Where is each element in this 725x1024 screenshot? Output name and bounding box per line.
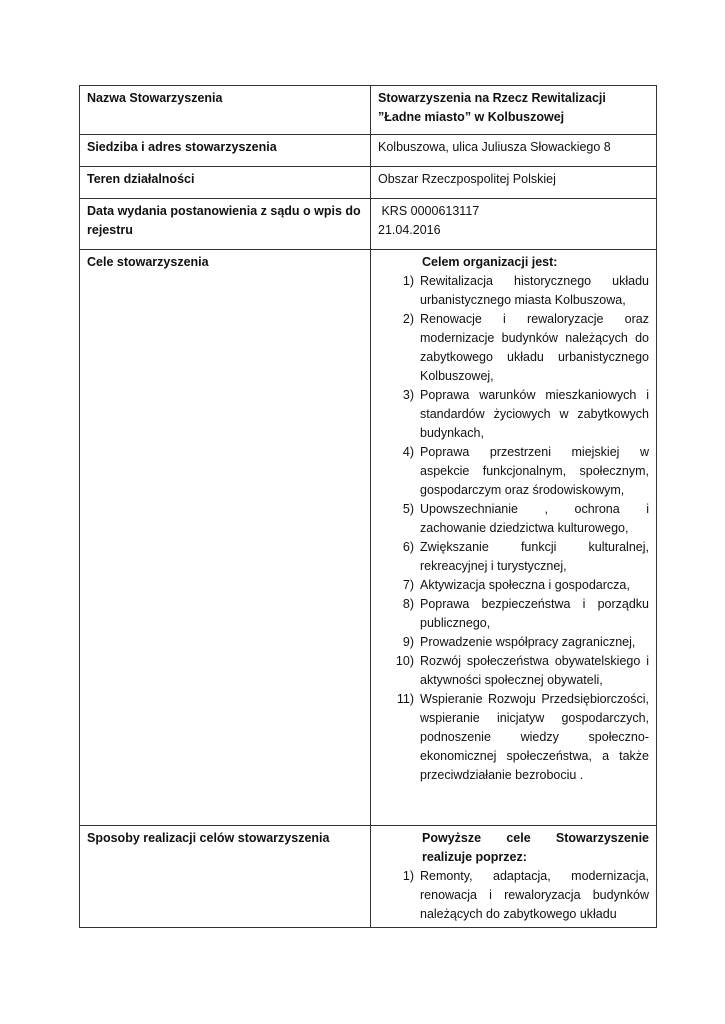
list-item-text: Zwiększanie funkcji kulturalnej, rekreacyjnej i turystycznej, — [420, 540, 649, 573]
table-row — [80, 250, 657, 826]
list-item — [378, 576, 649, 595]
area-label: Teren działalności — [80, 167, 371, 199]
list-item-number: 1) — [402, 274, 414, 288]
name-value: Stowarzyszenia na Rzecz Rewitalizacji ”Ładne miasto” w Kolbuszowej — [371, 86, 657, 135]
list-item — [378, 386, 649, 443]
list-item-number: 1) — [402, 869, 414, 883]
list-item — [378, 538, 649, 576]
list-item — [378, 443, 649, 500]
list-item — [378, 690, 649, 785]
registration-label: Data wydania postanowienia z sądu o wpis do rejestru — [80, 199, 371, 250]
methods-value — [371, 826, 657, 928]
seat-value: Kolbuszowa, ulica Juliusza Słowackiego 8 — [371, 135, 657, 167]
list-item — [378, 272, 649, 310]
list-item — [378, 310, 649, 386]
list-item-number: 7) — [402, 578, 414, 592]
list-item-number: 10) — [395, 654, 414, 668]
list-item — [378, 652, 649, 690]
list-item-text: Wspieranie Rozwoju Przedsiębiorczości, wspieranie inicjatyw gospodarczych, podnoszenie wiedzy społeczno-ekonomicznej społeczeństwa, a także przeciwdziałanie bezrobociu . — [420, 692, 649, 782]
list-item-number: 11) — [396, 692, 414, 706]
methods-label: Sposoby realizacji celów stowarzyszenia — [80, 826, 371, 928]
list-item-number: 8) — [402, 597, 414, 611]
name-label: Nazwa Stowarzyszenia — [80, 86, 371, 135]
list-item-number: 2) — [402, 312, 414, 326]
goals-value — [371, 250, 657, 826]
table-row — [80, 826, 657, 928]
area-value: Obszar Rzeczpospolitej Polskiej — [371, 167, 657, 199]
goals-heading: Celem organizacji jest: — [422, 255, 558, 269]
list-item-number: 6) — [402, 540, 414, 554]
list-item-text: Poprawa przestrzeni miejskiej w aspekcie funkcjonalnym, społecznym, gospodarczym oraz środowiskowym, — [420, 445, 649, 497]
krs-number: KRS 0000613117 — [378, 204, 480, 218]
list-item-number: 3) — [402, 388, 414, 402]
list-item — [378, 500, 649, 538]
list-item-text: Poprawa warunków mieszkaniowych i standardów życiowych w zabytkowych budynkach, — [420, 388, 649, 440]
list-item-number: 9) — [402, 635, 414, 649]
list-item-text: Aktywizacja społeczna i gospodarcza, — [420, 578, 630, 592]
list-item-text: Rewitalizacja historycznego układu urbanistycznego miasta Kolbuszowa, — [420, 274, 649, 307]
table-row — [80, 86, 657, 135]
table-row — [80, 167, 657, 199]
methods-list — [378, 867, 649, 924]
table-row — [80, 135, 657, 167]
list-item-text: Prowadzenie współpracy zagranicznej, — [420, 635, 636, 649]
registration-value — [371, 199, 657, 250]
list-item-number: 5) — [402, 502, 414, 516]
list-item — [378, 633, 649, 652]
registration-date: 21.04.2016 — [378, 223, 441, 237]
list-item-number: 4) — [402, 445, 414, 459]
association-info-table — [79, 85, 657, 928]
table-row — [80, 199, 657, 250]
list-item-text: Poprawa bezpieczeństwa i porządku publicznego, — [420, 597, 649, 630]
goals-list — [378, 272, 649, 785]
list-item-text: Upowszechnianie , ochrona i zachowanie dziedzictwa kulturowego, — [420, 502, 649, 535]
list-item-text: Rozwój społeczeństwa obywatelskiego i aktywności społecznej obywateli, — [420, 654, 649, 687]
list-item-text: Renowacje i rewaloryzacje oraz modernizacje budynków należących do zabytkowego układu urbanistycznego Kolbuszowej, — [420, 312, 649, 383]
goals-label: Cele stowarzyszenia — [80, 250, 371, 826]
list-item-text: Remonty, adaptacja, modernizacja, renowacja i rewaloryzacja budynków należących do zabytkowego układu — [420, 869, 649, 921]
seat-label: Siedziba i adres stowarzyszenia — [80, 135, 371, 167]
list-item — [378, 867, 649, 924]
list-item — [378, 595, 649, 633]
methods-heading: Powyższe cele Stowarzyszenie realizuje poprzez: — [422, 831, 649, 864]
